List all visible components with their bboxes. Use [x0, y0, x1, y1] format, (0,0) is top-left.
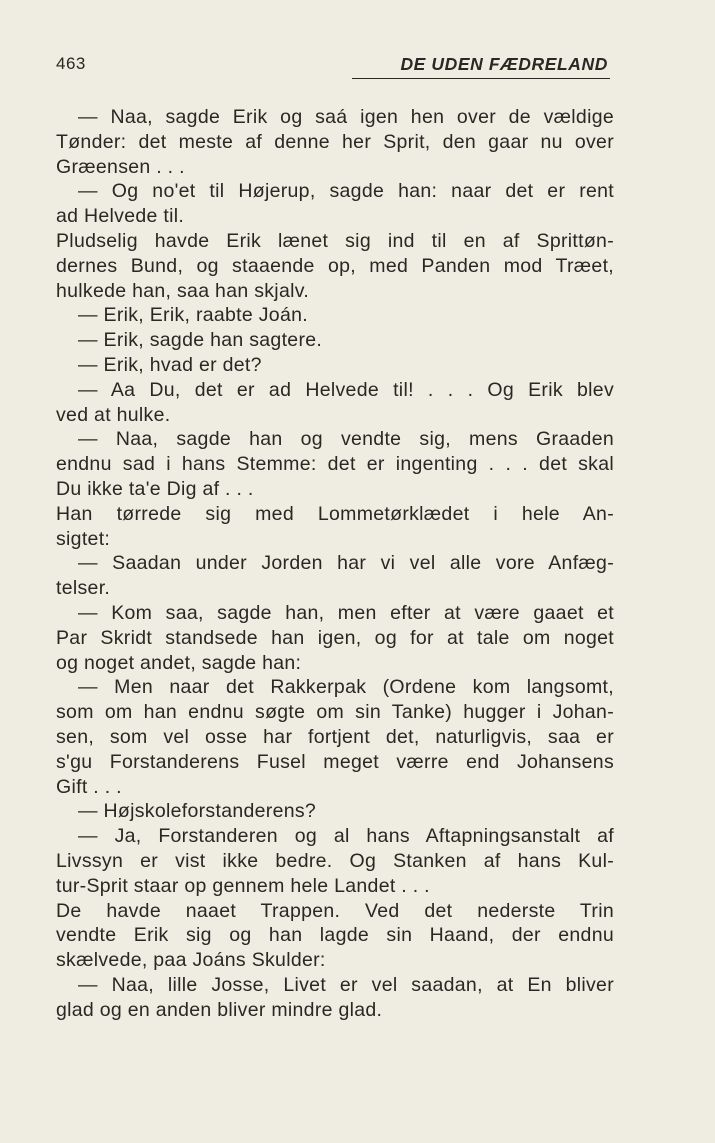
text-line: Livssyn er vist ikke bedre. Og Stanken af hans Kul- [56, 849, 614, 872]
text-line: sigtet: [56, 527, 111, 550]
text-line: Tønder: det meste af denne her Sprit, den gaar nu over [56, 130, 614, 153]
text-line: — Og no'et til Højerup, sagde han: naar det er rent [78, 180, 614, 203]
text-line: — Naa, sagde han og vendte sig, mens Graaden [78, 428, 614, 451]
text-line: Gift . . . [56, 775, 122, 798]
text-line: — Naa, lille Josse, Livet er vel saadan, at En bliver [78, 973, 614, 996]
body-text [56, 105, 614, 1022]
text-line: — Men naar det Rakkerpak (Ordene kom langsomt, [78, 676, 614, 699]
text-line: — Erik, sagde han sagtere. [78, 329, 323, 352]
text-line: ad Helvede til. [56, 205, 185, 228]
text-line: Par Skridt standsede han igen, og for at tale om noget [56, 626, 614, 649]
header-rule [352, 78, 610, 79]
text-line: Han tørrede sig med Lommetørklædet i hele An- [56, 502, 614, 525]
running-title: DE UDEN FÆDRELAND [400, 54, 608, 74]
text-line: — Højskoleforstanderens? [78, 800, 317, 823]
text-line: glad og en anden bliver mindre glad. [56, 998, 383, 1021]
text-line: s'gu Forstanderens Fusel meget værre end Johansens [56, 750, 614, 773]
text-line: — Erik, hvad er det? [78, 353, 262, 376]
text-line: dernes Bund, og staaende op, med Panden mod Træet, [56, 254, 614, 277]
text-line: — Naa, sagde Erik og saá igen hen over de vældige [78, 106, 614, 128]
text-line: vendte Erik sig og han lagde sin Haand, der endnu [56, 924, 614, 947]
text-line: Pludselig havde Erik lænet sig ind til en af Sprittøn- [56, 229, 614, 252]
text-line: — Saadan under Jorden har vi vel alle vore Anfæg- [78, 552, 614, 575]
page-number: 463 [56, 54, 86, 73]
text-line: De havde naaet Trappen. Ved det nederste Trin [56, 899, 614, 922]
text-line: sen, som vel osse har fortjent det, naturligvis, saa er [56, 725, 614, 748]
page-header [56, 54, 610, 80]
text-line: ved at hulke. [56, 403, 171, 426]
text-line: som om han endnu søgte om sin Tanke) hugger i Johan- [56, 701, 614, 724]
text-line: skælvede, paa Joáns Skulder: [56, 949, 326, 972]
text-line: telser. [56, 577, 111, 600]
text-line: tur-Sprit staar op gennem hele Landet . . . [56, 874, 430, 897]
text-line: Du ikke ta'e Dig af . . . [56, 477, 254, 500]
text-line: — Kom saa, sagde han, men efter at være gaaet et [78, 601, 614, 624]
text-line: — Erik, Erik, raabte Joán. [78, 304, 308, 327]
text-line: endnu sad i hans Stemme: det er ingenting . . . det skal [56, 453, 614, 476]
text-line: — Aa Du, det er ad Helvede til! . . . Og Erik blev [78, 378, 614, 401]
text-line: — Ja, Forstanderen og al hans Aftapningsanstalt af [78, 825, 614, 848]
text-line: og noget andet, sagde han: [56, 651, 302, 674]
text-line: Græensen . . . [56, 155, 185, 178]
text-line: hulkede han, saa han skjalv. [56, 279, 310, 302]
